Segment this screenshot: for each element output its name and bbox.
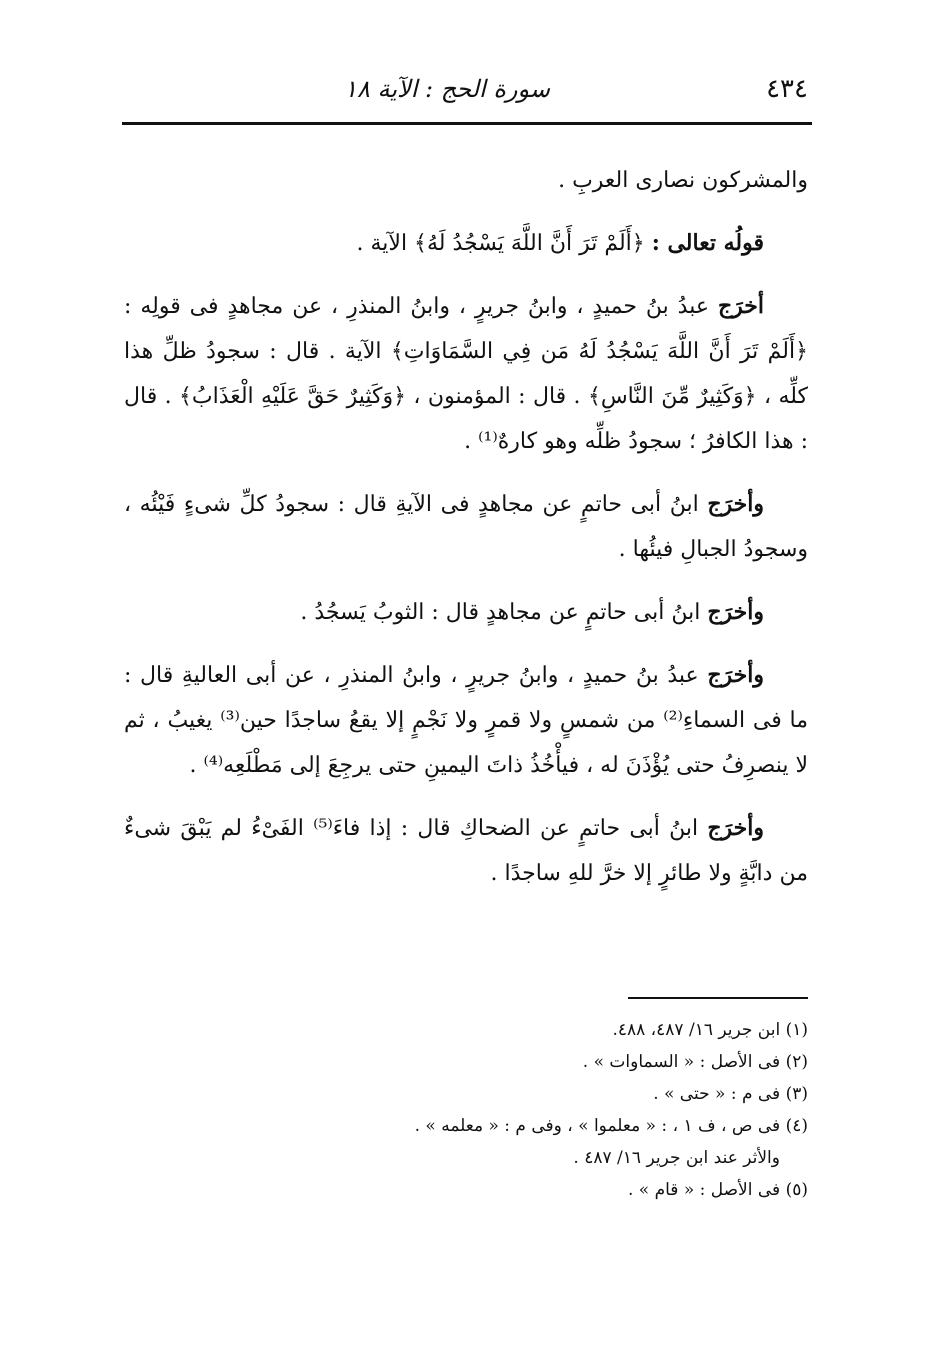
running-title: سورة الحج : الآية ١٨ — [344, 75, 550, 103]
narration-text: عبدُ بنُ حميدٍ ، وابنُ جريرٍ ، وابنُ المنذرِ ، عن أبى العاليةِ قال : ما فى السماءِ⁽²⁾ من شمسٍ ولا قمرٍ ولا نَجْمٍ إلا يقعُ ساجدًا حين⁽³⁾ يغيبُ ، ثم لا ينصرِفُ حتى يُؤْذَنَ له ، فيأْخُذُ ذاتَ اليمينِ حتى يرجِعَ إلى مَطْلَعِه⁽⁴⁾ . — [124, 663, 808, 778]
footnote-5: (٥) فى الأصل : « قام » . — [627, 1180, 808, 1200]
narration-label: أخرَج — [717, 293, 764, 319]
narration-text: عبدُ بنُ حميدٍ ، وابنُ جريرٍ ، وابنُ المنذرِ ، عن مجاهدٍ فى قولِه : ﴿أَلَمْ تَرَ أَنَّ اللَّهَ يَسْجُدُ لَهُ مَن فِي السَّمَاوَاتِ﴾ الآية . قال : سجودُ ظلِّ هذا كلِّه ، ﴿وَكَثِيرٌ مِّنَ النَّاسِ﴾ . قال : المؤمنون ، ﴿وَكَثِيرٌ حَقَّ عَلَيْهِ الْعَذَابُ﴾ . قال : هذا الكافرُ ؛ سجودُ ظلِّه وهو كارهٌ⁽¹⁾ . — [124, 294, 808, 454]
footnote-3: (٣) فى م : « حتى » . — [653, 1084, 808, 1104]
paragraph-narration-4 — [124, 653, 808, 788]
paragraph-narration-2 — [124, 482, 808, 572]
narration-label: وأخرَج — [707, 815, 764, 841]
narration-label: وأخرَج — [707, 491, 764, 517]
footnote-4: (٤) فى ص ، ف ١ ، : « معلموا » ، وفى م : « معلمه » . — [414, 1116, 808, 1136]
verse-text: ﴿أَلَمْ تَرَ أَنَّ اللَّهَ يَسْجُدُ لَهُ﴾ الآية . — [356, 231, 645, 256]
verse-heading — [124, 221, 808, 266]
narration-label: وأخرَج — [707, 662, 764, 688]
header-rule — [122, 122, 812, 125]
paragraph-text: والمشركون نصارى العربِ . — [558, 168, 808, 193]
narration-text: ابنُ أبى حاتمٍ عن مجاهدٍ قال : الثوبُ يَسجُدُ . — [300, 600, 701, 625]
footnote-rule — [628, 997, 808, 999]
page-header — [122, 72, 808, 112]
footnotes — [124, 1014, 808, 1206]
paragraph-narration-1 — [124, 284, 808, 464]
footnote-2: (٢) فى الأصل : « السماوات » . — [582, 1052, 808, 1072]
page-number: ٤٣٤ — [766, 74, 808, 104]
footnote-4-continuation: والأثر عند ابن جرير ١٦/ ٤٨٧ . — [573, 1148, 780, 1168]
footnote-1: (١) ابن جرير ١٦/ ٤٨٧، ٤٨٨. — [612, 1020, 808, 1040]
main-text — [124, 158, 808, 914]
narration-text: ابنُ أبى حاتمٍ عن مجاهدٍ فى الآيةِ قال : سجودُ كلِّ شىءٍ فَيْئُه ، وسجودُ الجبالِ فيئُها . — [124, 492, 808, 562]
verse-label: قولُه تعالى : — [651, 230, 764, 256]
narration-text: ابنُ أبى حاتمٍ عن الضحاكِ قال : إذا فاءَ⁽⁵⁾ الفَىْءُ لم يَبْقَ شىءٌ من دابَّةٍ ولا طائرٍ إلا خرَّ للهِ ساجدًا . — [124, 816, 808, 886]
narration-label: وأخرَج — [707, 599, 764, 625]
paragraph-intro — [124, 158, 808, 203]
paragraph-narration-5 — [124, 806, 808, 896]
paragraph-narration-3 — [124, 590, 808, 635]
